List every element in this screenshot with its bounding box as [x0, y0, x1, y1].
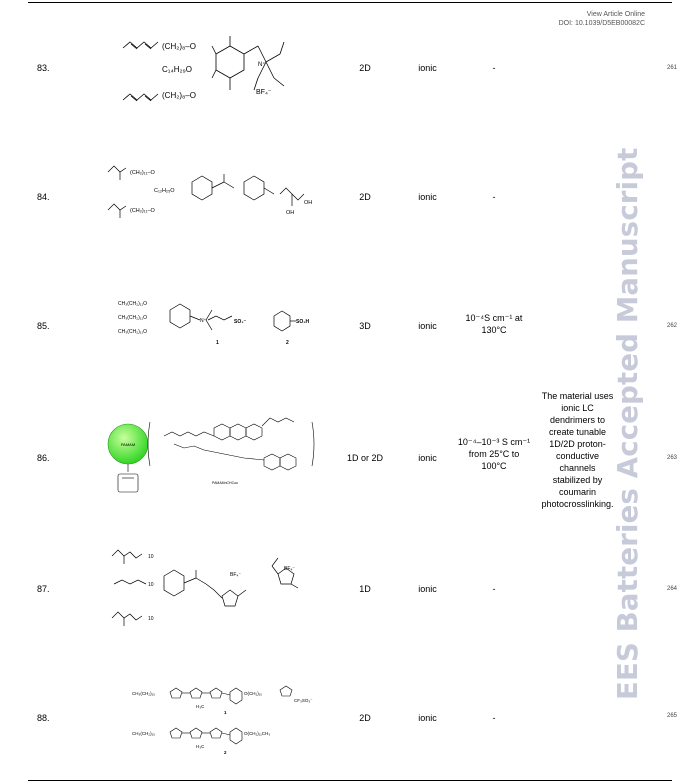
bottom-rule	[28, 780, 672, 781]
ammonium-label: N⁺	[200, 318, 207, 324]
counterion-label: BF₄⁻	[230, 572, 242, 578]
type-cell: ionic	[418, 192, 437, 202]
hydroxyl-label: OH	[286, 210, 295, 216]
conductivity-cell: -	[492, 713, 496, 723]
chain-label: (CH₂)₈–O	[162, 91, 196, 100]
conductivity-cell: 10⁻⁴S cm⁻¹ at 130°C	[465, 313, 523, 335]
structure-83	[118, 32, 288, 114]
chain-label: CH₃(CH₂)₁₁O	[118, 315, 148, 321]
dendrimer-caption: PAMAMnCHCou	[212, 481, 238, 485]
dimension-cell: 1D or 2D	[346, 453, 383, 463]
conductivity-cell: -	[492, 584, 496, 594]
sulfonate-label: SO₃⁻	[234, 319, 247, 325]
chain-label: (CH₂)₈–O	[162, 42, 196, 51]
entry-number: 88.	[37, 713, 50, 723]
entry-number: 85.	[37, 321, 50, 331]
article-header	[559, 10, 645, 28]
type-cell: ionic	[418, 713, 437, 723]
dimension-cell: 2D	[359, 63, 371, 73]
chain-label: (CH₂)₁₁–O	[130, 170, 155, 176]
hydroxyl-label: OH	[304, 200, 313, 206]
view-online-link[interactable]: View Article Online	[586, 11, 645, 18]
dimension-cell: 2D	[359, 713, 371, 723]
reference-cell: 265	[666, 713, 677, 719]
chain-label: CH₃(CH₂)₁₁O	[118, 329, 148, 335]
compound-number: 2	[224, 750, 227, 755]
chain-length: 10	[148, 616, 154, 622]
reference-cell: 263	[666, 455, 677, 461]
compound-number: 2	[286, 340, 289, 346]
dimension-cell: 3D	[359, 321, 371, 331]
entry-number: 83.	[37, 63, 50, 73]
counterion-label: BF₄⁻	[256, 89, 272, 96]
conductivity-cell: -	[492, 63, 496, 73]
chain-label: C₁₂H₂₅O	[154, 188, 175, 194]
structure-86	[104, 408, 324, 504]
sulfonic-acid-label: SO₃H	[296, 319, 310, 325]
methyl-label: H₃C	[196, 744, 205, 749]
entry-number: 87.	[37, 584, 50, 594]
compound-number: 1	[224, 710, 227, 715]
type-cell: ionic	[418, 63, 437, 73]
entry-number: 86.	[37, 453, 50, 463]
anion-label: CF₃SO₃⁻	[294, 698, 313, 703]
side-watermark: EES Batteries Accepted Manuscript	[612, 147, 644, 700]
chain-label: C₁₄H₂₉O	[162, 65, 193, 74]
chain-label: (CH₂)₁₁–O	[130, 208, 155, 214]
chain-length: 10	[148, 554, 154, 560]
dimension-cell: 1D	[359, 584, 371, 594]
top-rule	[28, 2, 672, 3]
structure-88	[130, 678, 340, 758]
alkoxy-label: O(CH₂)₁₁CH₃	[244, 731, 271, 736]
conductivity-cell: 10⁻⁴–10⁻³ S cm⁻¹ from 25°C to 100°C	[457, 437, 531, 471]
chain-label: CH₃(CH₂)₁₁O	[118, 301, 148, 307]
application-cell: The material uses ionic LC dendrimers to create tunable 1D/2D proton-conductive channels stabilized by coumarin photocrosslinking.	[541, 391, 614, 509]
type-cell: ionic	[418, 453, 437, 463]
entry-number: 84.	[37, 192, 50, 202]
doi-text[interactable]: DOI: 10.1039/D5EB00082C	[558, 20, 645, 27]
chain-length: 10	[148, 582, 154, 588]
alkyl-tail-label: CH₃(CH₂)₁₅	[132, 691, 155, 696]
reference-cell: 261	[666, 65, 677, 71]
type-cell: ionic	[418, 584, 437, 594]
alkyl-tail-label: CH₃(CH₂)₁₅	[132, 731, 155, 736]
structure-84	[104, 160, 324, 230]
dimension-cell: 2D	[359, 192, 371, 202]
compound-number: 1	[216, 340, 219, 346]
ammonium-label: N⁺	[258, 62, 266, 68]
reference-cell: 262	[666, 323, 677, 329]
core-label: PAMAM	[120, 442, 136, 447]
spacer-label: O(CH₂)₁₀	[244, 691, 263, 696]
conductivity-cell: -	[492, 192, 496, 202]
counterion-label: BF₄⁻	[284, 566, 296, 572]
methyl-label: H₃C	[196, 704, 205, 709]
type-cell: ionic	[418, 321, 437, 331]
reference-cell: 264	[666, 586, 677, 592]
structure-85	[116, 294, 326, 350]
structure-87	[108, 546, 328, 632]
